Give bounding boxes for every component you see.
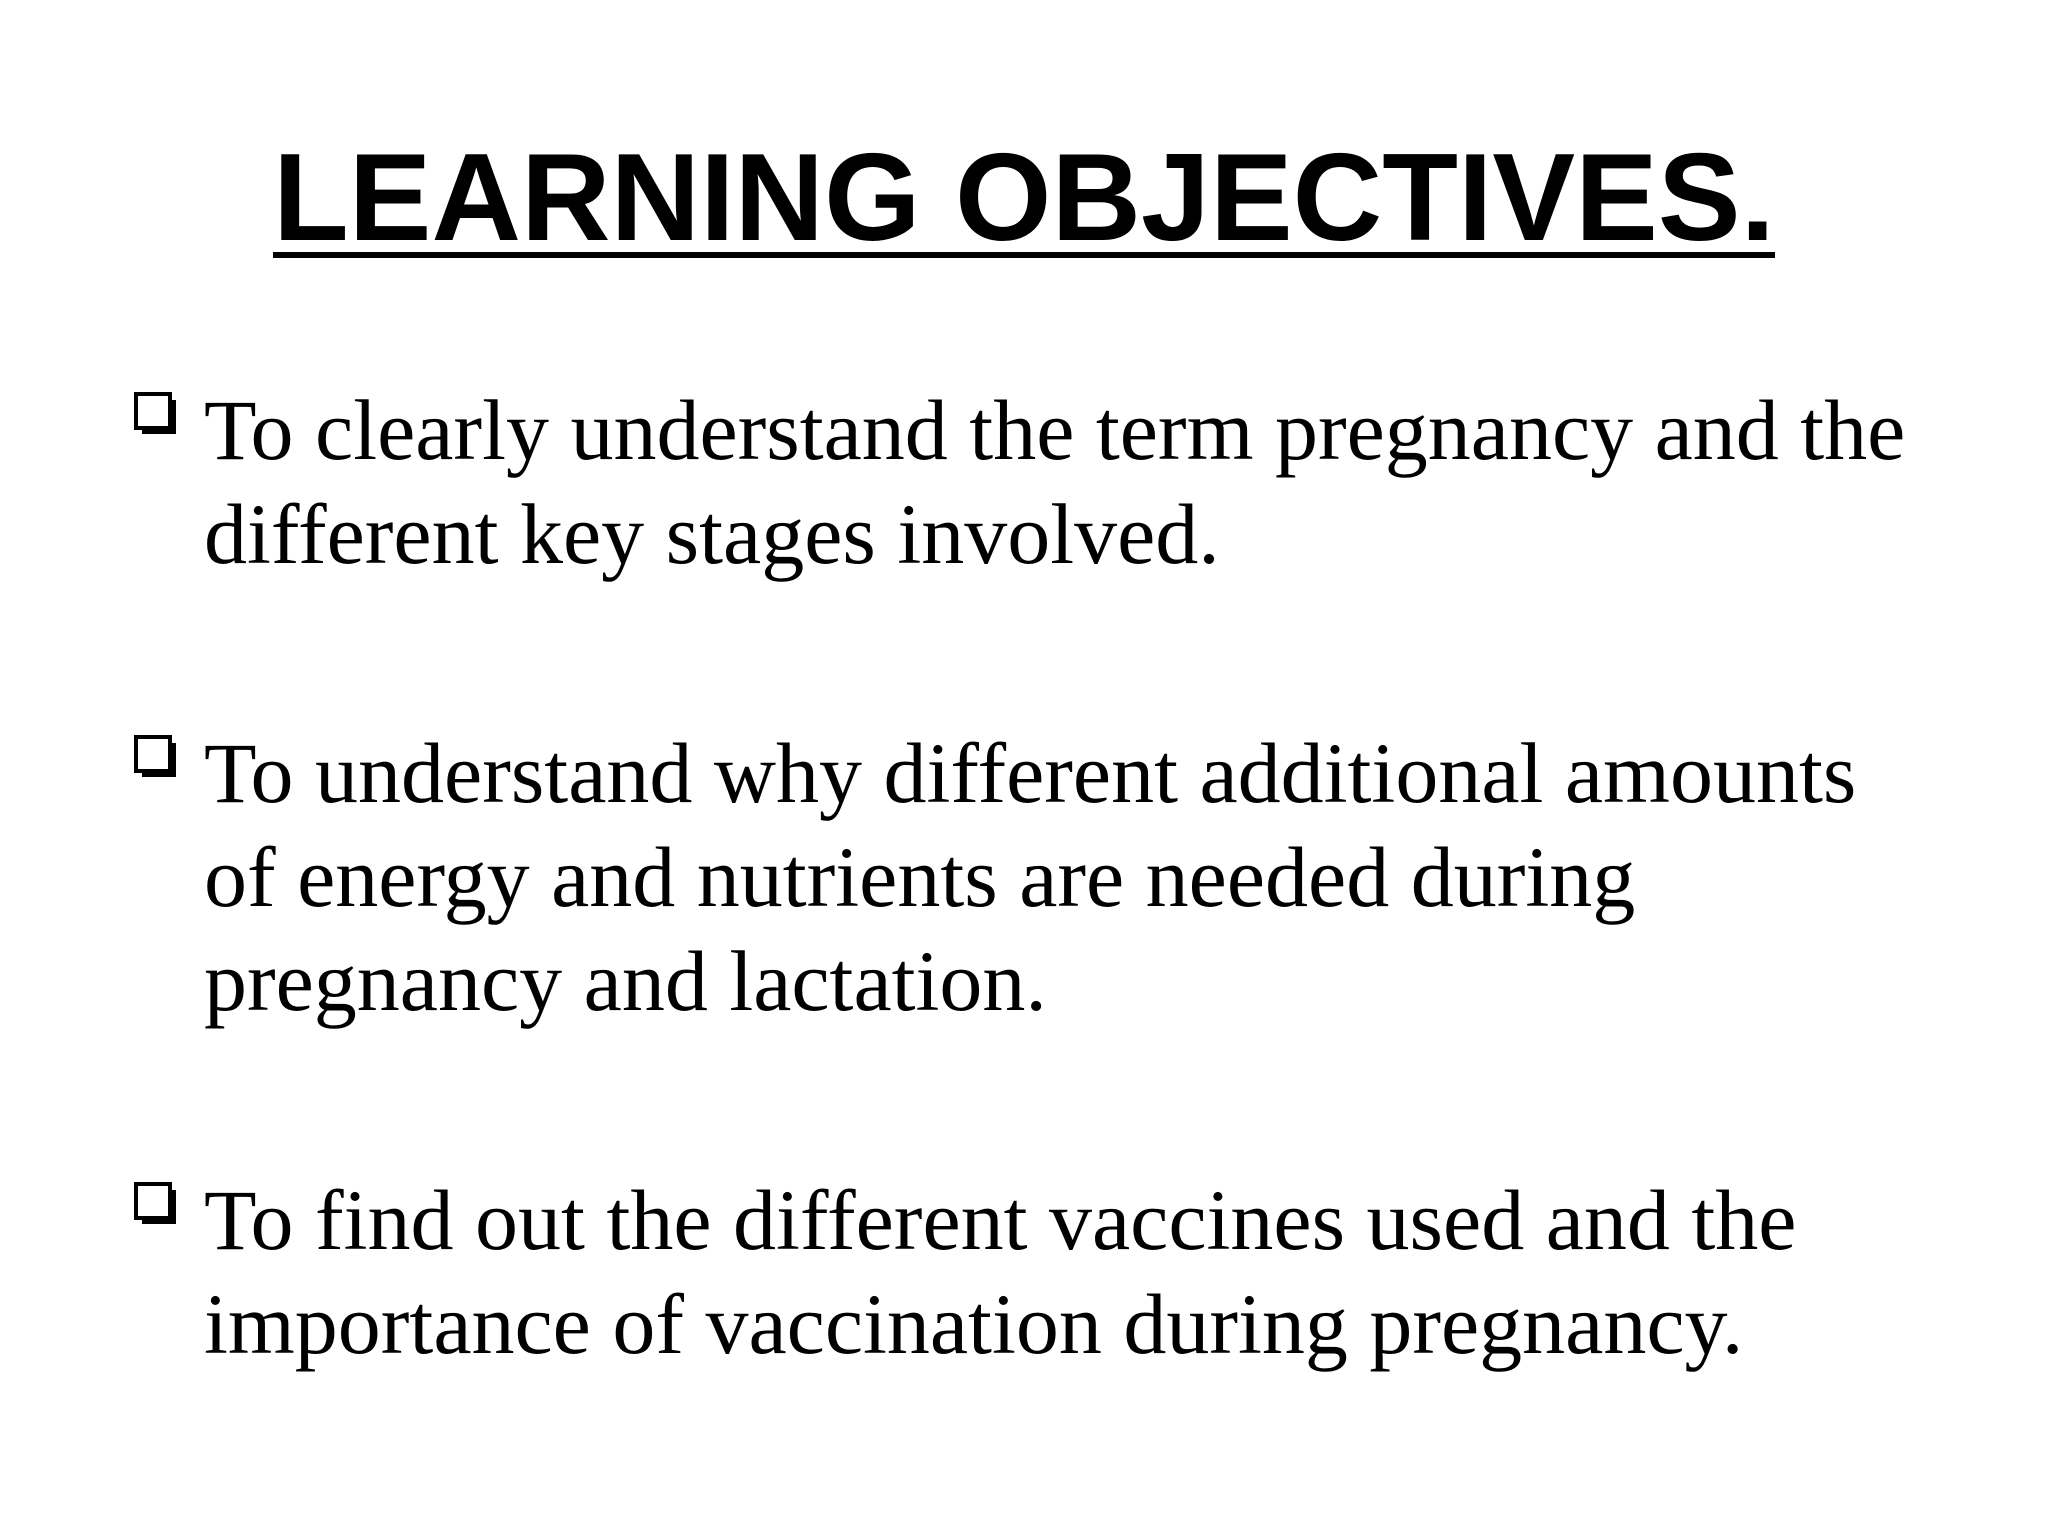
objective-text: To clearly understand the term pregnancy and the different key stages involved.	[204, 382, 1906, 582]
slide-title: LEARNING OBJECTIVES.	[273, 129, 1775, 267]
objective-item	[128, 378, 1948, 586]
hollow-square-bullet-icon	[134, 392, 180, 438]
hollow-square-bullet-icon	[134, 735, 180, 781]
objective-text: To understand why different additional amounts of energy and nutrients are needed during pregnancy and lactation.	[204, 725, 1857, 1029]
objective-text: To find out the different vaccines used and the importance of vaccination during pregnancy.	[204, 1172, 1797, 1372]
hollow-square-bullet-icon	[134, 1182, 180, 1228]
objective-item	[128, 721, 1948, 1033]
objectives-list	[128, 378, 1948, 1376]
objective-item	[128, 1168, 1948, 1376]
